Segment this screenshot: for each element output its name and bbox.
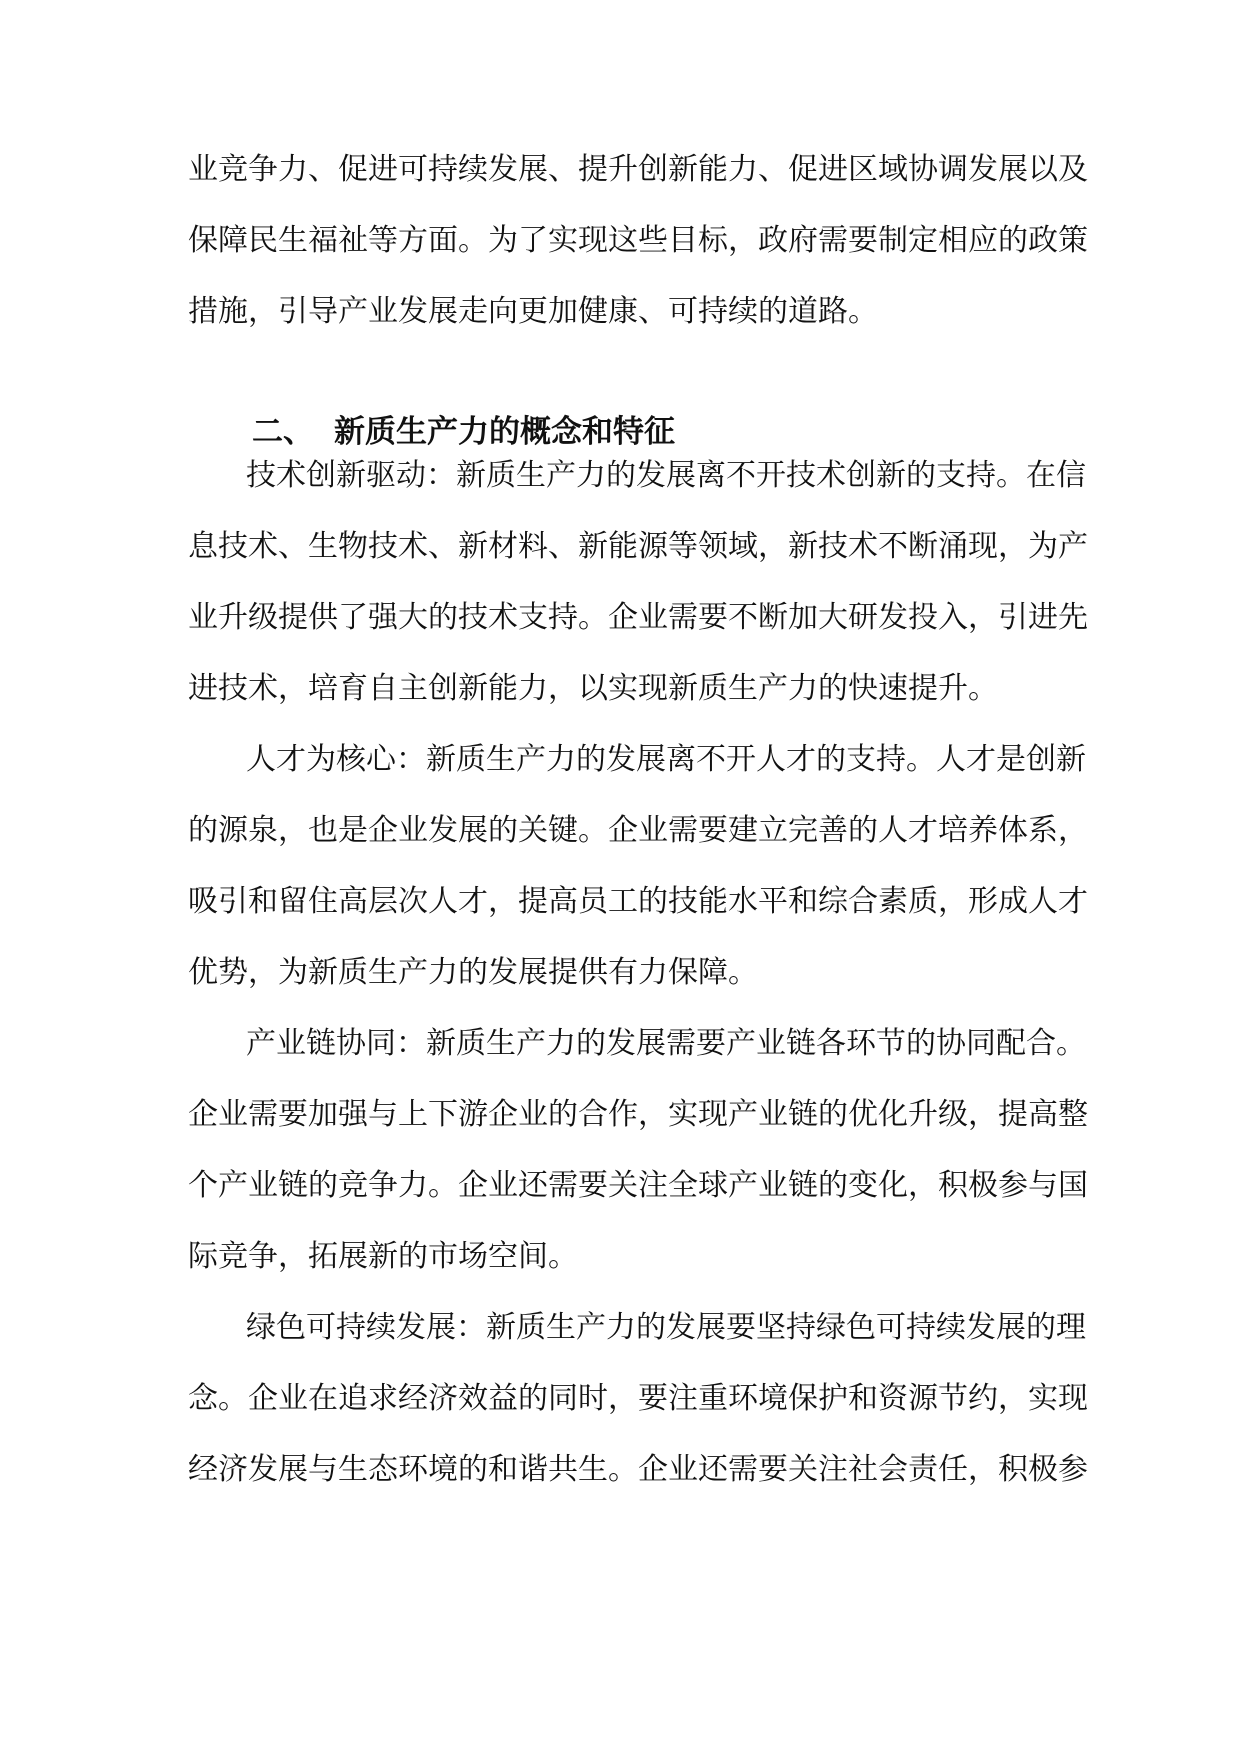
paragraph-1-line-1: 技术创新驱动：新质生产力的发展离不开技术创新的支持。在信 (246, 458, 1086, 493)
paragraph-1-line-4: 进技术，培育自主创新能力，以实现新质生产力的快速提升。 (188, 671, 998, 706)
paragraph-2-line-4: 优势，为新质生产力的发展提供有力保障。 (188, 955, 758, 990)
paragraph-2-line-3: 吸引和留住高层次人才，提高员工的技能水平和综合素质，形成人才 (188, 884, 1088, 919)
paragraph-1-line-2: 息技术、生物技术、新材料、新能源等领域，新技术不断涌现，为产 (188, 529, 1088, 564)
section-number: 二、 (252, 414, 314, 450)
paragraph-2-line-1: 人才为核心：新质生产力的发展离不开人才的支持。人才是创新 (246, 742, 1086, 777)
paragraph-3-line-3: 个产业链的竞争力。企业还需要关注全球产业链的变化，积极参与国 (188, 1168, 1088, 1203)
intro-line-1: 业竞争力、促进可持续发展、提升创新能力、促进区域协调发展以及 (188, 152, 1088, 187)
paragraph-3-line-4: 际竞争，拓展新的市场空间。 (188, 1239, 578, 1274)
paragraph-1-line-3: 业升级提供了强大的技术支持。企业需要不断加大研发投入，引进先 (188, 600, 1088, 635)
intro-line-3: 措施，引导产业发展走向更加健康、可持续的道路。 (188, 294, 878, 329)
intro-line-2: 保障民生福祉等方面。为了实现这些目标，政府需要制定相应的政策 (188, 223, 1088, 258)
section-title: 新质生产力的概念和特征 (334, 414, 675, 450)
section-heading (252, 410, 675, 454)
paragraph-4-line-1: 绿色可持续发展：新质生产力的发展要坚持绿色可持续发展的理 (246, 1310, 1086, 1345)
paragraph-4-line-3: 经济发展与生态环境的和谐共生。企业还需要关注社会责任，积极参 (188, 1452, 1088, 1487)
paragraph-3-line-1: 产业链协同：新质生产力的发展需要产业链各环节的协同配合。 (246, 1026, 1086, 1061)
paragraph-4-line-2: 念。企业在追求经济效益的同时，要注重环境保护和资源节约，实现 (188, 1381, 1088, 1416)
paragraph-2-line-2: 的源泉，也是企业发展的关键。企业需要建立完善的人才培养体系， (188, 813, 1088, 848)
paragraph-3-line-2: 企业需要加强与上下游企业的合作，实现产业链的优化升级，提高整 (188, 1097, 1088, 1132)
